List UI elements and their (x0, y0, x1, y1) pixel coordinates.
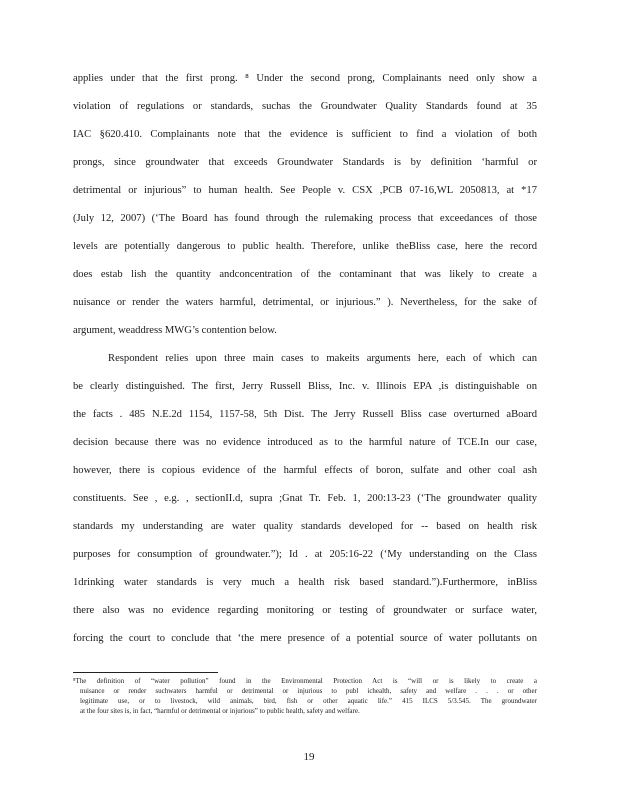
body-line: constituents. See , e.g. , sectionII.d, supra ;Gnat Tr. Feb. 1, 200:13-23 (‘The groundwater quality (73, 493, 537, 504)
body-line: (July 12, 2007) (‘The Board has found through the rulemaking process that exceedances of those (73, 213, 537, 224)
body-line: does estab lish the quantity andconcentration of the contaminant that was likely to create a (73, 269, 537, 280)
body-line: the facts . 485 N.E.2d 1154, 1157-58, 5th Dist. The Jerry Russell Bliss case overturned aBoard (73, 409, 537, 420)
body-line: 1drinking water standards is very much a health risk based standard.”).Furthermore, inBliss (73, 577, 537, 588)
body-line: be clearly distinguished. The first, Jerry Russell Bliss, Inc. v. Illinois EPA ,is distinguishable on (73, 381, 537, 392)
footnote-line: at the four sites is, in fact, “harmful or detrimental or injurious” to public health, safety and welfare. (80, 707, 360, 715)
body-line: argument, weaddress MWG’s contention below. (73, 325, 277, 336)
body-line: levels are potentially dangerous to public health. Therefore, unlike theBliss case, here the record (73, 241, 537, 252)
body-line: detrimental or injurious” to human health. See People v. CSX ,PCB 07-16,WL 2050813, at *17 (73, 185, 537, 196)
body-line: purposes for consumption of groundwater.”); Id . at 205:16-22 (‘My understanding on the Class (73, 549, 537, 560)
footnote-line: nuisance or render suchwaters harmful or detrimental or injurious to publ ichealth, safety and welfare . . . or other (80, 687, 537, 695)
page-number: 19 (303, 751, 315, 763)
body-line: prongs, since groundwater that exceeds Groundwater Standards is by definition ‘harmful or (73, 157, 537, 168)
body-line: violation of regulations or standards, suchas the Groundwater Quality Standards found at 35 (73, 101, 537, 112)
footnote-line: ⁸The definition of “water pollution” found in the Environmental Protection Act is “will or is likely to create a (73, 677, 537, 685)
body-line: applies under that the first prong. ⁸ Under the second prong, Complainants need only show a (73, 73, 537, 84)
body-line: there also was no evidence regarding monitoring or testing of groundwater or surface water, (73, 605, 537, 616)
body-line: however, there is copious evidence of the harmful effects of boron, sulfate and other coal ash (73, 465, 537, 476)
body-line: nuisance or render the waters harmful, detrimental, or injurious.” ). Nevertheless, for the sake of (73, 297, 537, 308)
body-line: IAC §620.410. Complainants note that the evidence is sufficient to find a violation of both (73, 129, 537, 140)
body-line: standards my understanding are water quality standards developed for -- based on health risk (73, 521, 537, 532)
body-line: Respondent relies upon three main cases to makeits arguments here, each of which can (108, 353, 537, 364)
body-line: decision because there was no evidence introduced as to the harmful nature of TCE.In our case, (73, 437, 537, 448)
footnote-divider (73, 672, 218, 673)
body-line: forcing the court to conclude that ‘the mere presence of a potential source of water pollutants on (73, 633, 537, 644)
footnote-line: legitimate use, or to livestock, wild animals, bird, fish or other aquatic life.” 415 ILCS 5/3.545. The groundwater (80, 697, 537, 705)
